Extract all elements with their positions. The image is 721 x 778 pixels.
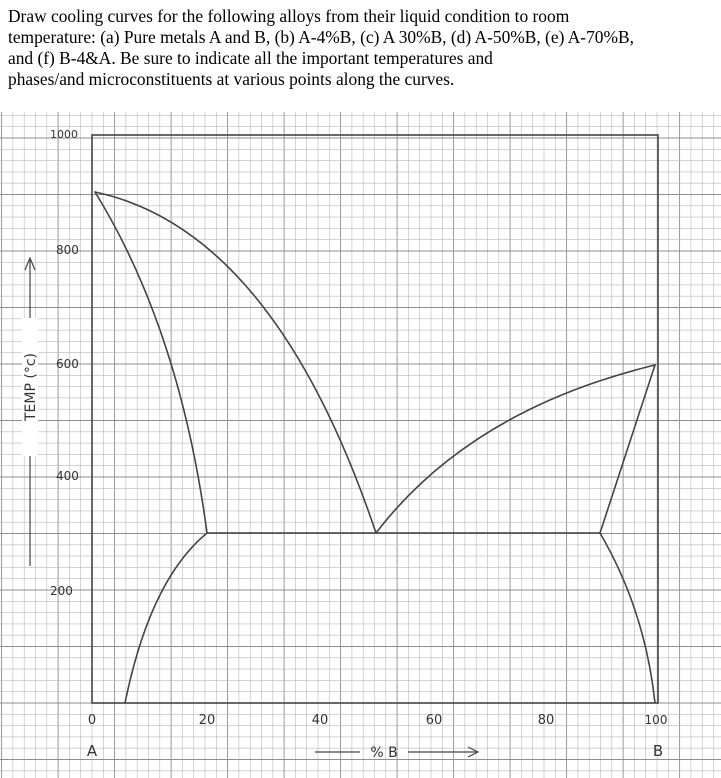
x-tick-100: 100: [644, 713, 668, 727]
question-line-2: temperature: (a) Pure metals A and B, (b) A-4%B, (c) A 30%B, (d) A-50%B, (e) A-70%B,: [8, 27, 634, 47]
y-tick-200: 200: [50, 584, 73, 598]
question-line-3: and (f) B-4&A. Be sure to indicate all the important temperatures and: [8, 48, 493, 68]
plot-frame: [92, 135, 658, 703]
liquidus-right-curve: [376, 365, 655, 533]
x-tick-0: 0: [87, 713, 97, 728]
solidus-right-curve: [600, 365, 655, 533]
x-tick-80: 80: [537, 713, 555, 728]
x-axis-label: % B: [370, 745, 398, 761]
x-tick-60: 60: [425, 713, 443, 728]
component-a-label: A: [86, 742, 98, 760]
y-tick-800: 800: [56, 243, 79, 257]
y-tick-600: 600: [56, 357, 79, 371]
question-line-4: phases/and microconstituents at various points along the curves.: [8, 69, 455, 89]
x-tick-40: 40: [311, 713, 329, 728]
y-tick-400: 400: [56, 469, 79, 483]
solvus-right-curve: [600, 533, 655, 703]
solidus-left-curve: [95, 192, 207, 533]
y-tick-1000: 1000: [50, 128, 78, 141]
x-tick-20: 20: [198, 713, 216, 728]
y-axis-label: TEMP (°c): [23, 353, 39, 421]
graph-paper-grid: [0, 112, 721, 778]
component-b-label: B: [652, 742, 664, 760]
question-line-1: Draw cooling curves for the following alloys from their liquid condition to room: [8, 6, 570, 26]
